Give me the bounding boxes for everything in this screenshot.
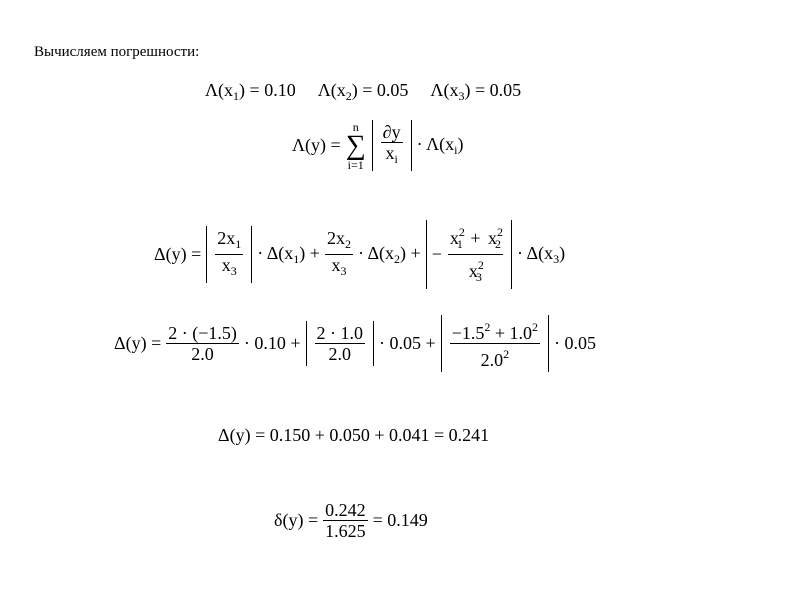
delta-y-lhs: Δ(y) = bbox=[154, 244, 202, 264]
numeric-term-1-factor: · 0.10 + bbox=[243, 333, 301, 353]
delta-x1-term: · $\Delta(x_1)$ + bbox=[257, 242, 320, 266]
sum-symbol: n ∑ i=1 bbox=[345, 119, 366, 172]
equation-delta-numeric bbox=[112, 315, 598, 372]
lambda-xi: · $\Lambda(x_i)$ bbox=[416, 133, 464, 157]
abs-numeric-term-2: 2 · 1.0 2.0 bbox=[306, 321, 375, 366]
relative-error-lhs: δ(y) = bbox=[274, 510, 319, 530]
term-2-fraction: $\frac{2x_2}{x_3}$ bbox=[326, 228, 351, 278]
relative-error-fraction: $\frac{0.242}{1.625}$ bbox=[325, 500, 366, 541]
delta-x3-term: · $\Delta(x_3)$ bbox=[517, 242, 566, 266]
abs-term-3: − $\frac{x^2_1 + x^2_2}{x^2_3}$ bbox=[426, 220, 512, 289]
abs-partial-derivative bbox=[372, 120, 412, 171]
numeric-term-3-factor: · 0.05 bbox=[553, 333, 596, 353]
lambda-x2: $\Lambda(x_2) = 0.05$ bbox=[317, 80, 409, 103]
partial-derivative-fraction: ∂y $x_i$ bbox=[382, 122, 401, 166]
numeric-term-2-factor: · 0.05 + bbox=[379, 333, 436, 353]
lambda-y-lhs: Λ(y) = bbox=[292, 135, 341, 155]
equation-lambda-values bbox=[205, 80, 521, 104]
lambda-x3: $\Lambda(x_3) = 0.05$ bbox=[430, 80, 522, 103]
numeric-term-1-fraction: $\frac{2 \cdot (-1.5)}{2.0}$ bbox=[168, 323, 237, 364]
equation-lambda-sum bbox=[290, 120, 465, 171]
lambda-x1: $\Lambda(x_1) = 0.10$ bbox=[205, 80, 296, 103]
equation-delta-general bbox=[152, 220, 567, 289]
relative-error-result: = 0.149 bbox=[372, 510, 428, 530]
abs-numeric-term-3: $-1.5^2 + 1.0^2$ $2.0^2$ bbox=[441, 315, 549, 372]
heading: Вычисляем погрешности: bbox=[34, 44, 200, 60]
equation-relative-error bbox=[272, 500, 430, 541]
equation-delta-sum: Δ(y) = 0.150 + 0.050 + 0.041 = 0.241 bbox=[218, 425, 490, 445]
delta-x2-term: · $\Delta(x_2)$ + bbox=[357, 242, 421, 266]
abs-term-1: $2x_1$ $x_3$ bbox=[206, 226, 252, 283]
delta-y-lhs-numeric: Δ(y) = bbox=[114, 333, 162, 353]
